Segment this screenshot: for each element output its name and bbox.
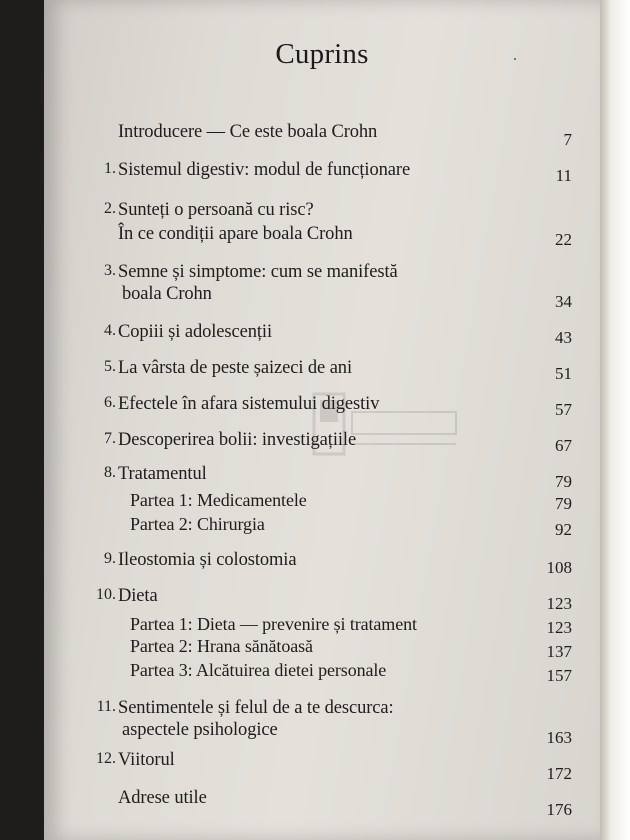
entry-title-line-2: În ce condiții apare boala Crohn xyxy=(118,224,353,244)
entry-number: 7. xyxy=(104,430,116,447)
subentry-page: 137 xyxy=(546,642,572,661)
toc-entry-3[interactable] xyxy=(44,262,600,311)
toc-entry-12[interactable] xyxy=(44,750,600,783)
toc-entry-2[interactable] xyxy=(44,200,600,249)
subentry-page: 92 xyxy=(555,520,572,539)
entry-page: 43 xyxy=(555,328,572,347)
entry-title-line-2: aspectele psihologice xyxy=(122,720,278,740)
entry-title: Viitorul xyxy=(118,750,175,770)
entry-title: Dieta xyxy=(118,586,158,606)
entry-title: Introducere — Ce este boala Crohn xyxy=(118,122,378,142)
toc-entry-4[interactable] xyxy=(44,322,600,347)
toc-entry-8[interactable] xyxy=(44,464,600,491)
entry-page: 163 xyxy=(546,728,572,747)
entry-page: 34 xyxy=(555,292,572,311)
toc-entry-7[interactable] xyxy=(44,430,600,455)
subentry-title: Partea 2: Chirurgia xyxy=(130,514,265,534)
background-edge xyxy=(598,0,630,840)
entry-number: 1. xyxy=(104,160,116,177)
entry-title: Descoperirea bolii: investigațiile xyxy=(118,430,357,450)
entry-page: 22 xyxy=(555,230,572,249)
toc-subentry-8-2[interactable] xyxy=(44,514,600,539)
entry-page: 172 xyxy=(546,764,572,783)
entry-number: 11. xyxy=(96,698,116,715)
book-page xyxy=(44,0,600,840)
entry-title-line-1: Sentimentele și felul de a te descurca: xyxy=(118,698,394,718)
toc-entry-1[interactable] xyxy=(44,160,600,185)
entry-title: Efectele în afara sistemului digestiv xyxy=(118,394,380,414)
toc-entry-6[interactable] xyxy=(44,394,600,419)
entry-page: 176 xyxy=(546,800,572,819)
entry-title-line-1: Sunteți o persoană cu risc? xyxy=(118,200,314,220)
entry-title: La vârsta de peste șaizeci de ani xyxy=(118,358,352,378)
entry-title: Ileostomia și colostomia xyxy=(118,550,297,570)
toc-subentry-8-1[interactable] xyxy=(44,490,600,513)
entry-title-line-1: Semne și simptome: cum se manifestă xyxy=(118,262,398,282)
entry-page: 108 xyxy=(546,558,572,577)
subentry-page: 123 xyxy=(546,618,572,637)
entry-page: 7 xyxy=(563,130,572,149)
entry-number: 2. xyxy=(104,200,116,217)
toc-entry-10[interactable] xyxy=(44,586,600,613)
toc-subentry-10-1[interactable] xyxy=(44,614,600,637)
toc-entry-11[interactable] xyxy=(44,698,600,747)
toc-entry-9[interactable] xyxy=(44,550,600,577)
subentry-page: 157 xyxy=(546,666,572,685)
toc-entry-introducere[interactable] xyxy=(44,122,600,149)
entry-page: 123 xyxy=(546,594,572,613)
subentry-title: Partea 1: Medicamentele xyxy=(130,490,307,510)
entry-number: 10. xyxy=(96,586,116,603)
entry-number: 4. xyxy=(104,322,116,339)
page-title: Cuprins xyxy=(275,38,369,70)
toc-subentry-10-2[interactable] xyxy=(44,636,600,661)
subentry-title: Partea 2: Hrana sănătoasă xyxy=(130,636,313,656)
entry-title: Adrese utile xyxy=(118,788,207,808)
entry-number: 5. xyxy=(104,358,116,375)
speck xyxy=(514,58,516,60)
entry-number: 8. xyxy=(104,464,116,481)
subentry-title: Partea 3: Alcătuirea dietei personale xyxy=(130,660,387,680)
entry-title: Copiii și adolescenții xyxy=(118,322,273,342)
toc-entry-5[interactable] xyxy=(44,358,600,383)
entry-page: 67 xyxy=(555,436,572,455)
entry-page: 51 xyxy=(555,364,572,383)
entry-title-line-2: boala Crohn xyxy=(122,284,212,304)
entry-number: 12. xyxy=(96,750,116,767)
entry-page: 57 xyxy=(555,400,572,419)
entry-page: 11 xyxy=(555,166,572,185)
toc-entry-adrese-utile[interactable] xyxy=(44,788,600,819)
subentry-title: Partea 1: Dieta — prevenire și tratament xyxy=(130,614,417,634)
entry-page: 79 xyxy=(555,472,572,491)
entry-title: Sistemul digestiv: modul de funcționare xyxy=(118,160,411,180)
toc-subentry-10-3[interactable] xyxy=(44,660,600,685)
subentry-page: 79 xyxy=(555,494,572,513)
entry-number: 3. xyxy=(104,262,116,279)
entry-number: 9. xyxy=(104,550,116,567)
entry-title: Tratamentul xyxy=(118,464,207,484)
entry-number: 6. xyxy=(104,394,116,411)
